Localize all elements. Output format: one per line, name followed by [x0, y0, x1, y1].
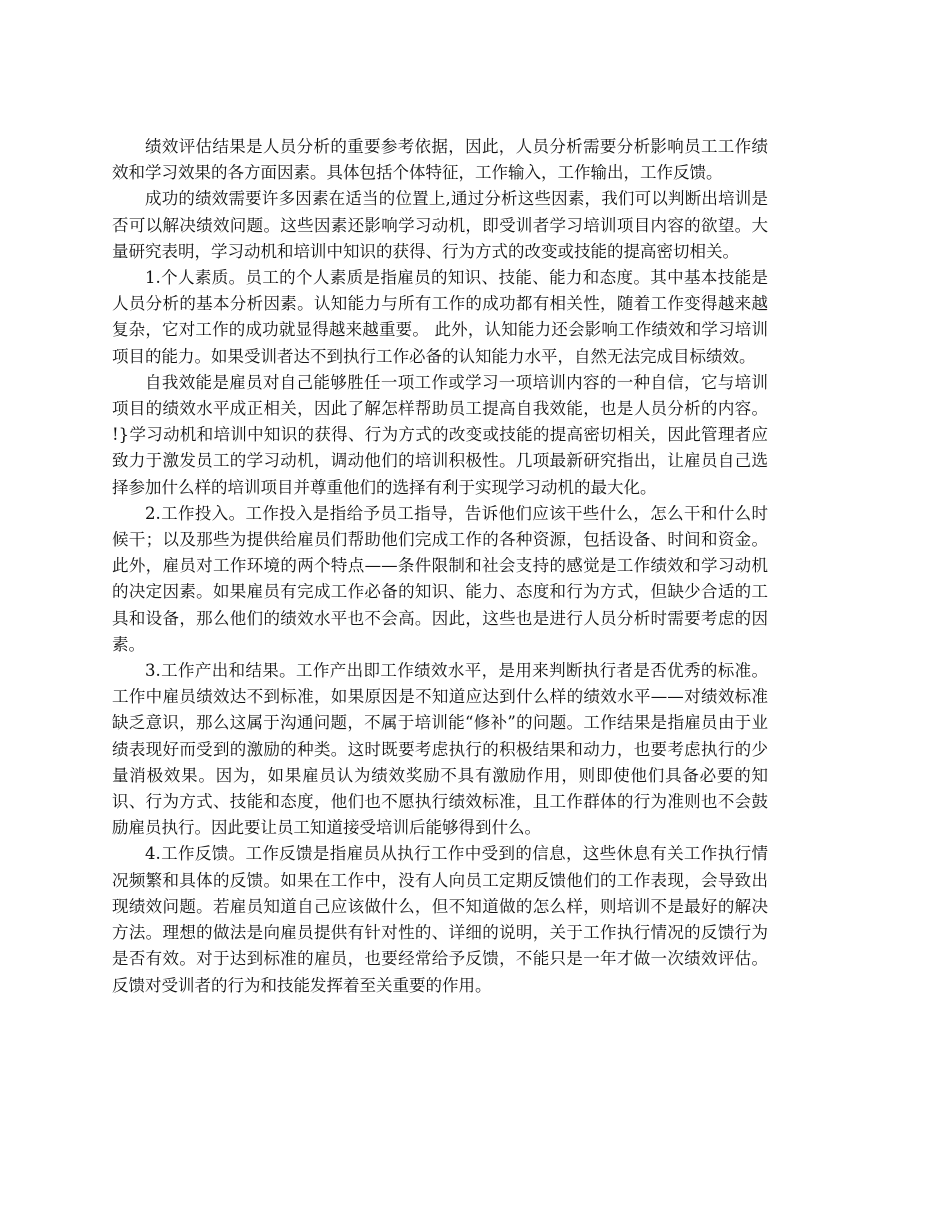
paragraph-work-input: 2.工作投入。工作投入是指给予员工指导，告诉他们应该干些什么，怎么干和什么时候干；以及那些为提供给雇员们帮助他们完成工作的各种资源，包括设备、时间和资金。此外，雇员对工作环境的两个特点——条件限制和社会支持的感觉是工作绩效和学习动机的决定因素。如果雇员有完成工作必备的知识、能力、态度和行为方式，但缺少合适的工具和设备，那么他们的绩效水平也不会高。因此，这些也是进行人员分析时需要考虑的因素。 — [112, 503, 768, 654]
paragraph-work-output: 3.工作产出和结果。工作产出即工作绩效水平，是用来判断执行者是否优秀的标准。工作中雇员绩效达不到标准，如果原因是不知道应达到什么样的绩效水平——对绩效标准缺乏意识，那么这属于沟通问题，不属于培训能“修补”的问题。工作结果是指雇员由于业绩表现好而受到的激励的种类。这时既要考虑执行的积极结果和动力，也要考虑执行的少量消极效果。因为，如果雇员认为绩效奖励不具有激励作用，则即使他们具备必要的知识、行为方式、技能和态度，他们也不愿执行绩效标准，且工作群体的行为准则也不会鼓励雇员执行。因此要让员工知道接受培训后能够得到什么。 — [112, 661, 768, 838]
paragraph-personal-qualities: 1.个人素质。员工的个人素质是指雇员的知识、技能、能力和态度。其中基本技能是人员分析的基本分析因素。认知能力与所有工作的成功都有相关性，随着工作变得越来越复杂，它对工作的成功就显得越来越重要。 此外，认知能力还会影响工作绩效和学习培训项目的能力。如果受训者达不到执行工作必备的认知能力水平，自然无法完成目标绩效。 — [112, 268, 768, 366]
paragraph-intro: 绩效评估结果是人员分析的重要参考依据，因此，人员分析需要分析影响员工工作绩效和学习效果的各方面因素。具体包括个体特征，工作输入，工作输出，工作反馈。 — [112, 137, 768, 183]
paragraph-work-feedback: 4.工作反馈。工作反馈是指雇员从执行工作中受到的信息，这些休息有关工作执行情况频繁和具体的反馈。如果在工作中，没有人向员工定期反馈他们的工作表现，会导致出现绩效问题。若雇员知道自己应该做什么，但不知道做的怎么样，则培训不是最好的解决方法。理想的做法是向雇员提供有针对性的、详细的说明，关于工作执行情况的反馈行为是否有效。对于达到标准的雇员，也要经常给予反馈，不能只是一年才做一次绩效评估。反馈对受训者的行为和技能发挥着至关重要的作用。 — [112, 844, 768, 995]
paragraph-self-efficacy: 自我效能是雇员对自己能够胜任一项工作或学习一项培训内容的一种自信，它与培训项目的绩效水平成正相关，因此了解怎样帮助员工提高自我效能，也是人员分析的内容。 !}学习动机和培训中知识的获得、行为方式的改变或技能的提高密切相关，因此管理者应致力于激发员工的学习动机，调动他们的培训积极性。几项最新研究指出，让雇员自己选择参加什么样的培训项目并尊重他们的选择有利于实现学习动机的最大化。 — [112, 372, 768, 497]
paragraph-performance-factors: 成功的绩效需要许多因素在适当的位置上,通过分析这些因素，我们可以判断出培训是否可以解决绩效问题。这些因素还影响学习动机，即受训者学习培训项目内容的欲望。大量研究表明，学习动机和培训中知识的获得、行为方式的改变或技能的提高密切相关。 — [112, 189, 768, 261]
document-body — [112, 134, 768, 999]
